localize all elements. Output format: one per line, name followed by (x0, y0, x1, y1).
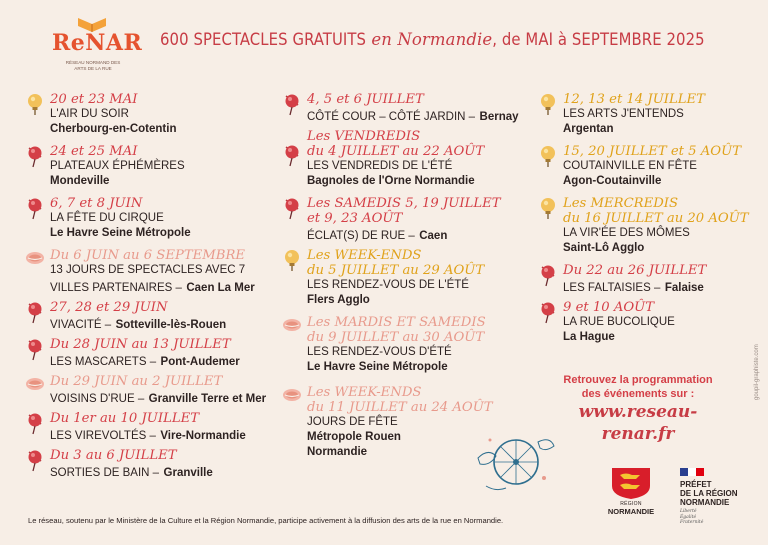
event-item (50, 92, 266, 144)
event-item (307, 315, 519, 385)
event-location: Granville (163, 467, 213, 479)
events-column-1 (50, 92, 266, 485)
title-part3: , de MAI à SEPTEMBRE 2025 (492, 30, 705, 49)
event-date: Les MERCREDIS (563, 196, 679, 211)
event-item (307, 248, 519, 315)
title-part1: 600 SPECTACLES GRATUITS (160, 30, 367, 49)
event-date: 6, 7 et 8 JUIN (50, 196, 143, 211)
prefet-logo (680, 468, 760, 526)
footer-text: Le réseau, soutenu par le Ministère de la Culture et la Région Normandie, participe activement à la diffusion des arts de la rue en Normandie. (28, 516, 504, 525)
events-column-2 (307, 92, 519, 467)
bicycle-wheel-icon (472, 418, 558, 498)
lightbulb-icon (538, 196, 558, 220)
event-location: Argentan (563, 123, 614, 135)
lightbulb-icon (25, 92, 45, 116)
event-name: LES VENDREDIS DE L'ÉTÉ (307, 160, 453, 172)
event-date: 20 et 23 MAI (50, 92, 138, 107)
event-location: La Hague (563, 331, 615, 343)
event-location: Granville Terre et Mer (148, 393, 267, 405)
event-location: Vire-Normandie (160, 430, 246, 442)
event-date-2: du 5 JUILLET au 29 AOÛT (307, 263, 485, 278)
pin-icon (25, 337, 45, 361)
event-item (50, 411, 266, 448)
motto-line-2: Égalité (680, 514, 697, 520)
lightbulb-icon (538, 92, 558, 116)
event-item (563, 196, 749, 263)
event-name: CÔTÉ COUR – CÔTÉ JARDIN – (307, 111, 476, 123)
event-location: Agon-Coutainville (563, 175, 662, 187)
lips-icon (282, 385, 302, 409)
region-line-2: NORMANDIE (607, 507, 655, 516)
pin-icon (538, 300, 558, 324)
event-date: Du 28 JUIN au 13 JUILLET (50, 337, 231, 352)
pin-icon (25, 300, 45, 324)
event-date: Du 3 au 6 JUILLET (50, 448, 177, 463)
event-date: 4, 5 et 6 JUILLET (307, 92, 424, 107)
prefet-line-2: DE LA RÉGION (680, 489, 738, 498)
lions-shield-icon (604, 466, 658, 500)
event-name: PLATEAUX ÉPHÉMÈRES (50, 160, 185, 172)
event-location: Le Havre Seine Métropole (307, 361, 448, 373)
region-normandie-logo (604, 466, 658, 526)
event-date: Les WEEK-ENDS (307, 248, 422, 263)
event-item (50, 144, 266, 196)
event-date: 27, 28 et 29 JUIN (50, 300, 168, 315)
event-date: Du 6 JUIN au 6 SEPTEMBRE (50, 248, 246, 263)
event-date-2: et 9, 23 AOÛT (307, 211, 403, 226)
event-name: COUTAINVILLE EN FÊTE (563, 160, 697, 172)
region-line-1: RÉGION (620, 501, 642, 507)
logo-subtitle: RÉSEAU NORMAND DES ARTS DE LA RUE (65, 60, 121, 71)
event-name: LA VIR'ÉE DES MÔMES (563, 227, 690, 239)
renar-logo (52, 14, 143, 80)
events-column-3 (563, 92, 749, 352)
event-item (307, 92, 519, 129)
promo-line-2: des événements sur : (581, 388, 695, 400)
event-name: VOISINS D'RUE – (50, 393, 145, 405)
event-name: LES RENDEZ-VOUS D'ÉTÉ (307, 346, 452, 358)
event-date: 9 et 10 AOÛT (563, 300, 655, 315)
pin-icon (25, 448, 45, 472)
event-item (563, 92, 749, 144)
event-location: Caen (419, 230, 448, 242)
motto-line-3: Fraternité (680, 520, 704, 525)
event-location: Métropole Rouen (307, 431, 401, 443)
lips-icon (25, 248, 45, 272)
pin-icon (25, 144, 45, 168)
event-name: LA RUE BUCOLIQUE (563, 316, 675, 328)
event-item (307, 129, 519, 196)
pin-icon (538, 263, 558, 287)
event-location: Falaise (664, 282, 704, 294)
event-location: Flers Agglo (307, 294, 370, 306)
event-name: 13 JOURS DE SPECTACLES AVEC 7 (50, 264, 246, 276)
event-location: Bagnoles de l'Orne Normandie (307, 175, 475, 187)
promo-block (548, 373, 728, 445)
event-name: JOURS DE FÊTE (307, 416, 398, 428)
pin-icon (282, 196, 302, 220)
pin-icon (282, 92, 302, 116)
event-name: LA FÊTE DU CIRQUE (50, 212, 164, 224)
promo-line-1: Retrouvez la programmation (563, 374, 713, 386)
prefet-line-3: NORMANDIE (680, 498, 730, 507)
event-name: LES ARTS J'ENTENDS (563, 108, 684, 120)
event-name: SORTIES DE BAIN – (50, 467, 160, 479)
event-name: ÉCLAT(S) DE RUE – (307, 230, 415, 242)
lightbulb-icon (538, 144, 558, 168)
event-location: Mondeville (50, 175, 110, 187)
website-link[interactable]: www.reseau-renar.fr (578, 402, 698, 444)
event-date-2: du 4 JUILLET au 22 AOÛT (307, 144, 485, 159)
event-item (307, 196, 519, 248)
event-name: LES FALTAISIES – (563, 282, 661, 294)
event-item (563, 144, 749, 196)
event-location: Le Havre Seine Métropole (50, 227, 191, 239)
event-date-2: du 9 JUILLET au 30 AOÛT (307, 330, 485, 345)
event-location: Cherbourg-en-Cotentin (50, 123, 177, 135)
event-item (50, 374, 266, 411)
event-date: 15, 20 JUILLET et 5 AOÛT (563, 144, 741, 159)
lips-icon (25, 374, 45, 398)
event-name: LES VIREVOLTÉS – (50, 430, 156, 442)
pin-icon (282, 143, 302, 167)
event-name: L'AIR DU SOIR (50, 108, 129, 120)
event-name: LES RENDEZ-VOUS DE L'ÉTÉ (307, 279, 469, 291)
page-title (160, 30, 740, 49)
event-location: Pont-Audemer (160, 356, 240, 368)
motto-line-1: Liberté (680, 509, 697, 514)
lips-icon (282, 315, 302, 339)
event-item (50, 196, 266, 248)
event-location: Bernay (479, 111, 519, 123)
event-date: Les WEEK-ENDS (307, 385, 422, 400)
designer-credit: goupil-graphiste.com (754, 344, 760, 400)
republic-motto (680, 509, 760, 526)
event-date: 24 et 25 MAI (50, 144, 138, 159)
event-date: Les VENDREDIS (307, 129, 421, 144)
pin-icon (25, 411, 45, 435)
event-location: Caen La Mer (186, 282, 255, 294)
pin-icon (25, 196, 45, 220)
event-date-2: du 11 JUILLET au 24 AOÛT (307, 400, 493, 415)
event-date: Du 29 JUIN au 2 JUILLET (50, 374, 223, 389)
event-item (50, 300, 266, 337)
event-date: Les MARDIS ET SAMEDIS (307, 315, 486, 330)
event-name-2: VILLES PARTENAIRES – (50, 282, 182, 294)
event-item (50, 448, 266, 485)
event-date-2: du 16 JUILLET au 20 AOÛT (563, 211, 749, 226)
french-flag-icon (680, 468, 704, 476)
event-item (50, 248, 266, 300)
lightbulb-icon (282, 248, 302, 272)
event-date: 12, 13 et 14 JUILLET (563, 92, 705, 107)
prefet-label (680, 480, 760, 507)
event-name: VIVACITÉ – (50, 319, 112, 331)
event-location-2: Normandie (307, 446, 368, 458)
event-location: Sotteville-lès-Rouen (115, 319, 227, 331)
event-item (50, 337, 266, 374)
event-date: Les SAMEDIS 5, 19 JUILLET (307, 196, 501, 211)
title-part2: en Normandie (366, 30, 493, 49)
region-label (600, 500, 662, 516)
logo-name: ReNAR (52, 30, 143, 56)
event-name: LES MASCARETS – (50, 356, 157, 368)
event-item (563, 263, 749, 300)
event-date: Du 1er au 10 JUILLET (50, 411, 200, 426)
event-item (563, 300, 749, 352)
prefet-line-1: PRÉFET (680, 480, 712, 489)
event-date: Du 22 au 26 JUILLET (563, 263, 707, 278)
event-location: Saint-Lô Agglo (563, 242, 645, 254)
